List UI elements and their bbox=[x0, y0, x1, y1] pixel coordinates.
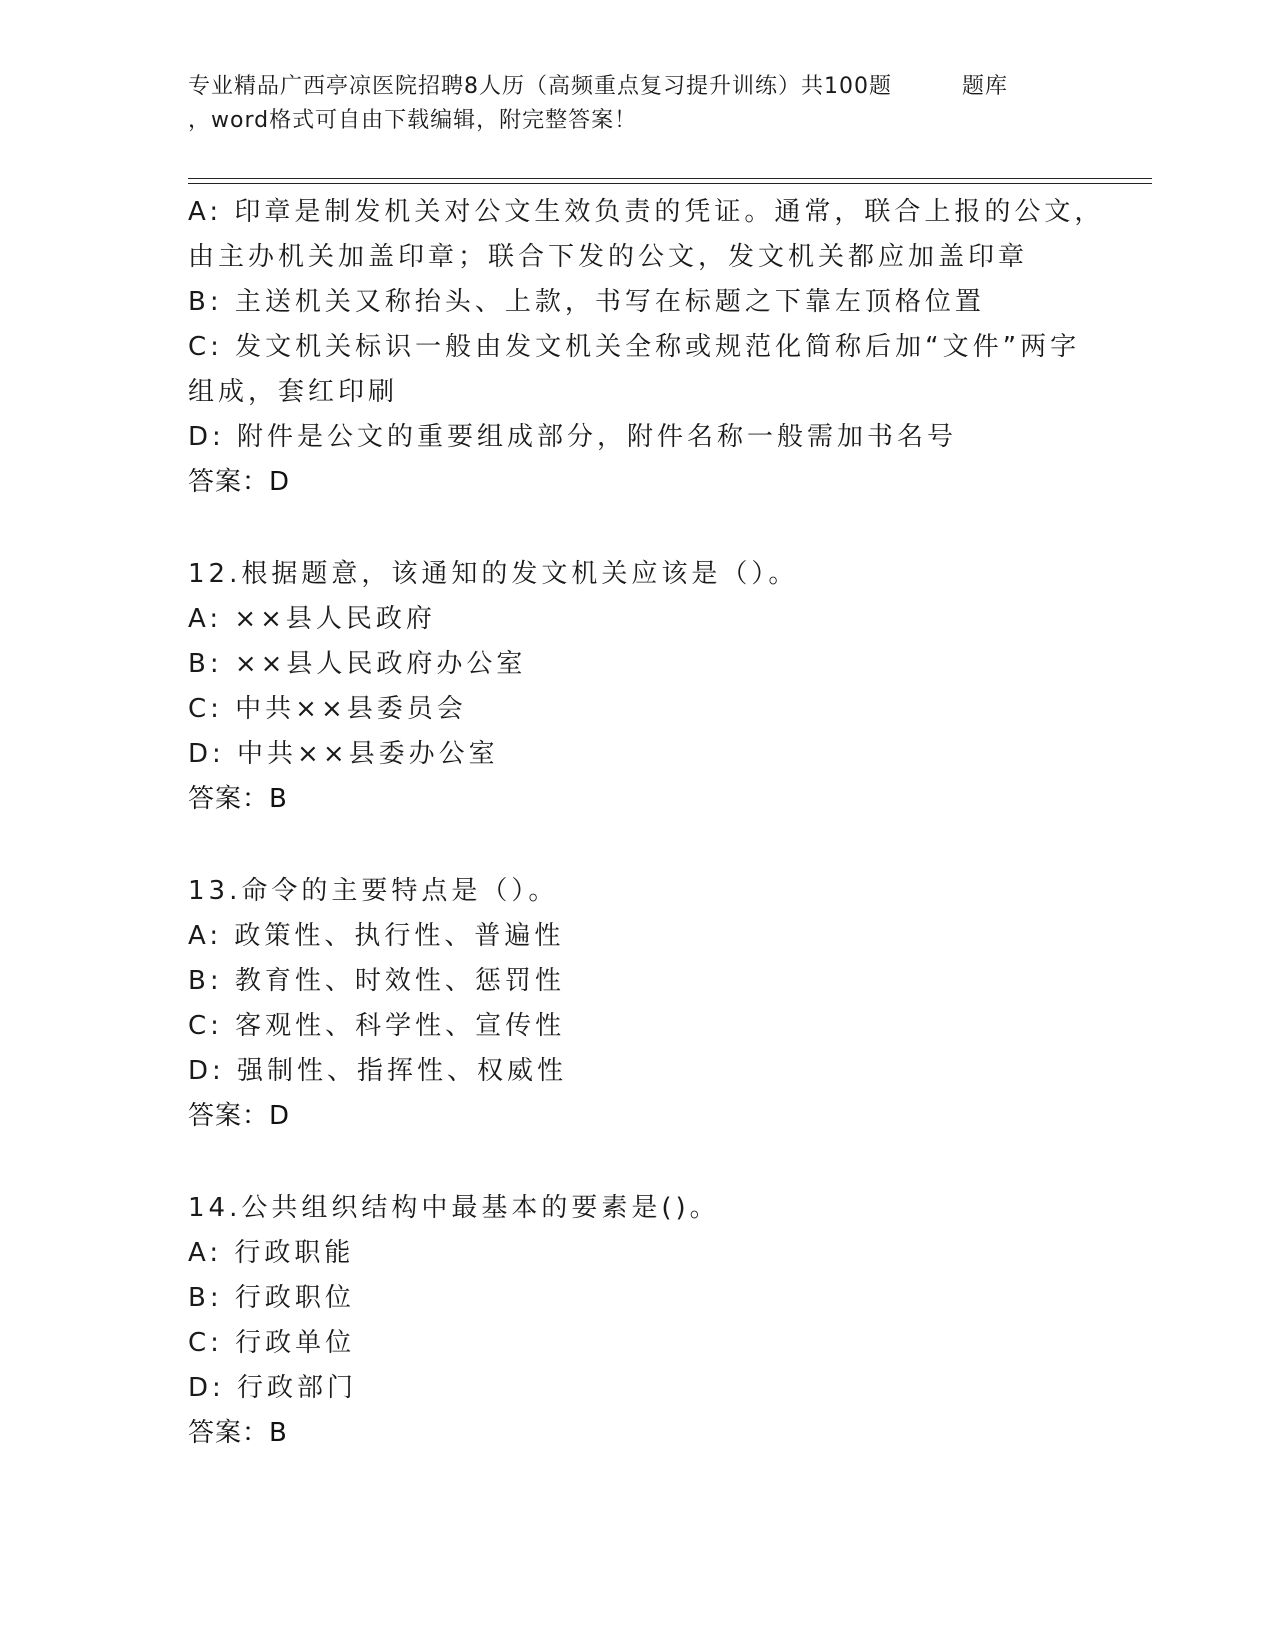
option-line: A: 行政职能 bbox=[188, 1238, 355, 1268]
spacer bbox=[188, 822, 1088, 869]
option-line: B: ××县人民政府办公室 bbox=[188, 649, 527, 679]
option-line: D: 中共××县委办公室 bbox=[188, 739, 499, 769]
header-subtitle: ，word格式可自由下载编辑，附完整答案！ bbox=[188, 108, 638, 133]
question-block bbox=[188, 552, 1088, 822]
option-line: C: 行政单位 bbox=[188, 1328, 356, 1358]
question-text: 14.公共组织结构中最基本的要素是()。 bbox=[188, 1193, 720, 1223]
answer-line: 答案：B bbox=[188, 784, 288, 814]
option-line: D: 强制性、指挥性、权威性 bbox=[188, 1056, 568, 1086]
header-title: 专业精品广西亭凉医院招聘8人历（高频重点复习提升训练）共100题 bbox=[188, 74, 892, 99]
question-text: 13.命令的主要特点是（）。 bbox=[188, 876, 559, 906]
option-line: A: 印章是制发机关对公文生效负责的凭证。通常，联合上报的公文， bbox=[188, 197, 1105, 227]
question-block bbox=[188, 190, 1105, 505]
option-line: 由主办机关加盖印章；联合下发的公文，发文机关都应加盖印章 bbox=[188, 242, 1029, 272]
option-line: A: ××县人民政府 bbox=[188, 604, 436, 634]
spacer bbox=[188, 505, 1088, 552]
option-line: C: 中共××县委员会 bbox=[188, 694, 467, 724]
option-line: A: 政策性、执行性、普遍性 bbox=[188, 921, 565, 951]
header-divider-bottom bbox=[188, 183, 1152, 184]
question-list bbox=[188, 190, 1105, 1456]
option-line: C: 发文机关标识一般由发文机关全称或规范化简称后加“文件”两字 bbox=[188, 332, 1081, 362]
question-block bbox=[188, 1186, 1088, 1456]
option-line: B: 教育性、时效性、惩罚性 bbox=[188, 966, 565, 996]
spacer bbox=[188, 1139, 1088, 1186]
answer-line: 答案：D bbox=[188, 467, 291, 497]
option-line: C: 客观性、科学性、宣传性 bbox=[188, 1011, 566, 1041]
document-header bbox=[188, 70, 1088, 138]
header-tag: 题库 bbox=[962, 74, 1009, 99]
option-line: 组成，套红印刷 bbox=[188, 377, 399, 407]
option-line: B: 行政职位 bbox=[188, 1283, 355, 1313]
option-line: D: 行政部门 bbox=[188, 1373, 358, 1403]
answer-line: 答案：B bbox=[188, 1418, 288, 1448]
header-title-line bbox=[188, 70, 1088, 104]
option-line: D: 附件是公文的重要组成部分，附件名称一般需加书名号 bbox=[188, 422, 958, 452]
question-block bbox=[188, 869, 1088, 1139]
question-text: 12.根据题意，该通知的发文机关应该是（）。 bbox=[188, 559, 799, 589]
option-line: B: 主送机关又称抬头、上款，书写在标题之下靠左顶格位置 bbox=[188, 287, 985, 317]
answer-line: 答案：D bbox=[188, 1101, 291, 1131]
header-divider-top bbox=[188, 178, 1152, 179]
